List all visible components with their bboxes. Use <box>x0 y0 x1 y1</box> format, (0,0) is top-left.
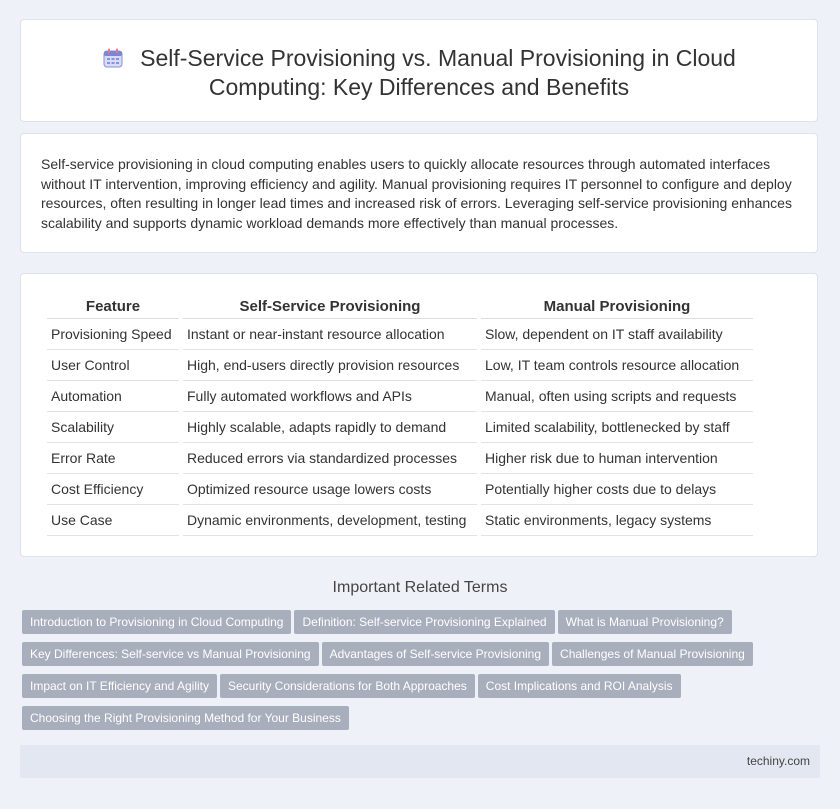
table-cell: Higher risk due to human intervention <box>481 443 753 474</box>
table-cell: Reduced errors via standardized processes <box>183 443 477 474</box>
table-cell: Automation <box>47 381 179 412</box>
related-term-tag[interactable]: Key Differences: Self-service vs Manual Provisioning <box>22 642 319 666</box>
column-header-feature: Feature <box>47 296 179 319</box>
related-term-tag[interactable]: Definition: Self-service Provisioning Explained <box>294 610 554 634</box>
related-term-tag[interactable]: Choosing the Right Provisioning Method for Your Business <box>22 706 349 730</box>
table-cell: Slow, dependent on IT staff availability <box>481 319 753 350</box>
table-cell: Error Rate <box>47 443 179 474</box>
table-cell: Dynamic environments, development, testing <box>183 505 477 536</box>
table-row <box>47 474 753 505</box>
table-cell: Optimized resource usage lowers costs <box>183 474 477 505</box>
table-cell: Scalability <box>47 412 179 443</box>
table-cell: Highly scalable, adapts rapidly to demand <box>183 412 477 443</box>
related-term-tag[interactable]: Impact on IT Efficiency and Agility <box>22 674 217 698</box>
table-cell: Instant or near-instant resource allocation <box>183 319 477 350</box>
table-row <box>47 412 753 443</box>
table-cell: Use Case <box>47 505 179 536</box>
table-cell: Manual, often using scripts and requests <box>481 381 753 412</box>
table-cell: Static environments, legacy systems <box>481 505 753 536</box>
table-cell: High, end-users directly provision resources <box>183 350 477 381</box>
table-cell: Potentially higher costs due to delays <box>481 474 753 505</box>
column-header-manual: Manual Provisioning <box>481 296 753 319</box>
related-terms-list <box>22 610 812 738</box>
table-row <box>47 350 753 381</box>
related-term-tag[interactable]: Security Considerations for Both Approaches <box>220 674 475 698</box>
header-card <box>20 19 818 122</box>
related-term-tag[interactable]: Challenges of Manual Provisioning <box>552 642 753 666</box>
related-term-tag[interactable]: Introduction to Provisioning in Cloud Computing <box>22 610 291 634</box>
related-term-tag[interactable]: What is Manual Provisioning? <box>558 610 732 634</box>
table-row <box>47 443 753 474</box>
table-cell: Fully automated workflows and APIs <box>183 381 477 412</box>
table-cell: User Control <box>47 350 179 381</box>
footer-bar <box>20 745 820 778</box>
table-row <box>47 505 753 536</box>
title-wrap <box>21 44 817 102</box>
intro-paragraph: Self-service provisioning in cloud computing enables users to quickly allocate resources through automated interfaces without IT intervention, improving efficiency and agility. Manual provisioning requires IT personnel to configure and deploy resources, often resulting in longer lead times and increased risk of errors. Leveraging self-service provisioning enhances scalability and supports dynamic workload demands more effectively than manual processes. <box>41 156 792 231</box>
table-cell: Cost Efficiency <box>47 474 179 505</box>
table-cell: Provisioning Speed <box>47 319 179 350</box>
intro-card <box>20 133 818 253</box>
table-cell: Limited scalability, bottlenecked by staff <box>481 412 753 443</box>
related-term-tag[interactable]: Advantages of Self-service Provisioning <box>322 642 549 666</box>
footer-brand-link[interactable]: techiny.com <box>746 754 810 768</box>
table-row <box>47 381 753 412</box>
related-terms-title: Important Related Terms <box>332 579 508 596</box>
page-title: Self-Service Provisioning vs. Manual Provisioning in Cloud Computing: Key Differences and Benefits <box>140 45 736 100</box>
table-cell: Low, IT team controls resource allocation <box>481 350 753 381</box>
related-term-tag[interactable]: Cost Implications and ROI Analysis <box>478 674 681 698</box>
calendar-icon <box>102 47 124 69</box>
table-row <box>47 319 753 350</box>
table-header-row <box>47 296 753 319</box>
column-header-self-service: Self-Service Provisioning <box>183 296 477 319</box>
comparison-table-card <box>20 273 818 557</box>
comparison-table <box>43 296 757 536</box>
